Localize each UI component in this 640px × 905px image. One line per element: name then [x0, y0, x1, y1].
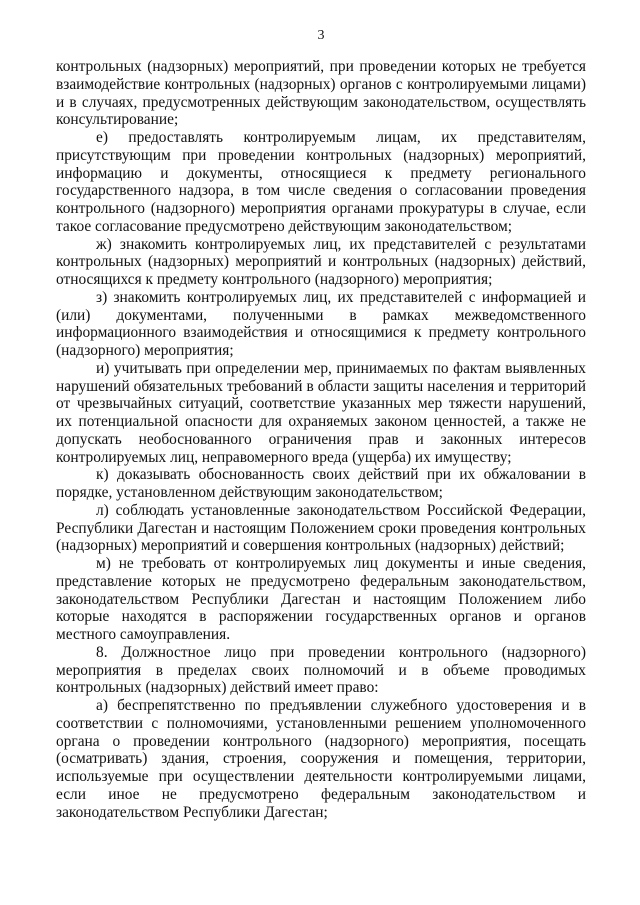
- paragraph-item-a: а) беспрепятственно по предъявлении служебного удостоверения и в соответствии с полномочиями, установленными решением уполномоченного органа о проведении контрольного (надзорного) мероприятия, посещать (осматривать) здания, строения, сооружения и помещения, территории, используемые при осуществлении деятельности контролируемыми лицами, если иное не предусмотрено федеральным законодательством и законодательством Республики Дагестан;: [56, 697, 586, 821]
- paragraph-continuation: контрольных (надзорных) мероприятий, при проведении которых не требуется взаимодействие контрольных (надзорных) органов с контролируемыми лицами) и в случаях, предусмотренных действующим законодательством, осуществлять консультирование;: [56, 58, 586, 129]
- paragraph-item-e: е) предоставлять контролируемым лицам, их представителям, присутствующим при проведении контрольных (надзорных) мероприятий, информацию и документы, относящиеся к предмету регионального государственного надзора, в том числе сведения о согласовании проведения контрольного (надзорного) мероприятия органами прокуратуры в случае, если такое согласование предусмотрено действующим законодательством;: [56, 129, 586, 235]
- paragraph-item-i: и) учитывать при определении мер, принимаемых по фактам выявленных нарушений обязательных требований в области защиты населения и территорий от чрезвычайных ситуаций, соответствие указанных мер тяжести нарушений, их потенциальной опасности для охраняемых законом ценностей, а также не допускать необоснованного ограничения прав и законных интересов контролируемых лиц, неправомерного вреда (ущерба) их имуществу;: [56, 359, 586, 466]
- paragraph-item-k: к) доказывать обоснованность своих действий при их обжаловании в порядке, установленном действующим законодательством;: [56, 466, 586, 501]
- paragraph-item-l: л) соблюдать установленные законодательством Российской Федерации, Республики Дагестан и настоящим Положением сроки проведения контрольных (надзорных) мероприятий и совершения контрольных (надзорных) действий;: [56, 501, 586, 555]
- page-number: 3: [317, 28, 325, 43]
- document-body: [56, 58, 586, 821]
- paragraph-item-zh: ж) знакомить контролируемых лиц, их представителей с результатами контрольных (надзорных) мероприятий и контрольных (надзорных) действий, относящихся к предмету контрольного (надзорного) мероприятия;: [56, 235, 586, 288]
- paragraph-item-m: м) не требовать от контролируемых лиц документы и иные сведения, представление которых не предусмотрено федеральным законодательством, законодательством Республики Дагестан и настоящим Положением либо которые находятся в распоряжении государственных органов и органов местного самоуправления.: [56, 555, 586, 643]
- paragraph-section-8: 8. Должностное лицо при проведении контрольного (надзорного) мероприятия в пределах своих полномочий и в объеме проводимых контрольных (надзорных) действий имеет право:: [56, 643, 586, 697]
- paragraph-item-z: з) знакомить контролируемых лиц, их представителей с информацией и (или) документами, полученными в рамках межведомственного информационного взаимодействия и относящимися к предмету контрольного (надзорного) мероприятия;: [56, 288, 586, 359]
